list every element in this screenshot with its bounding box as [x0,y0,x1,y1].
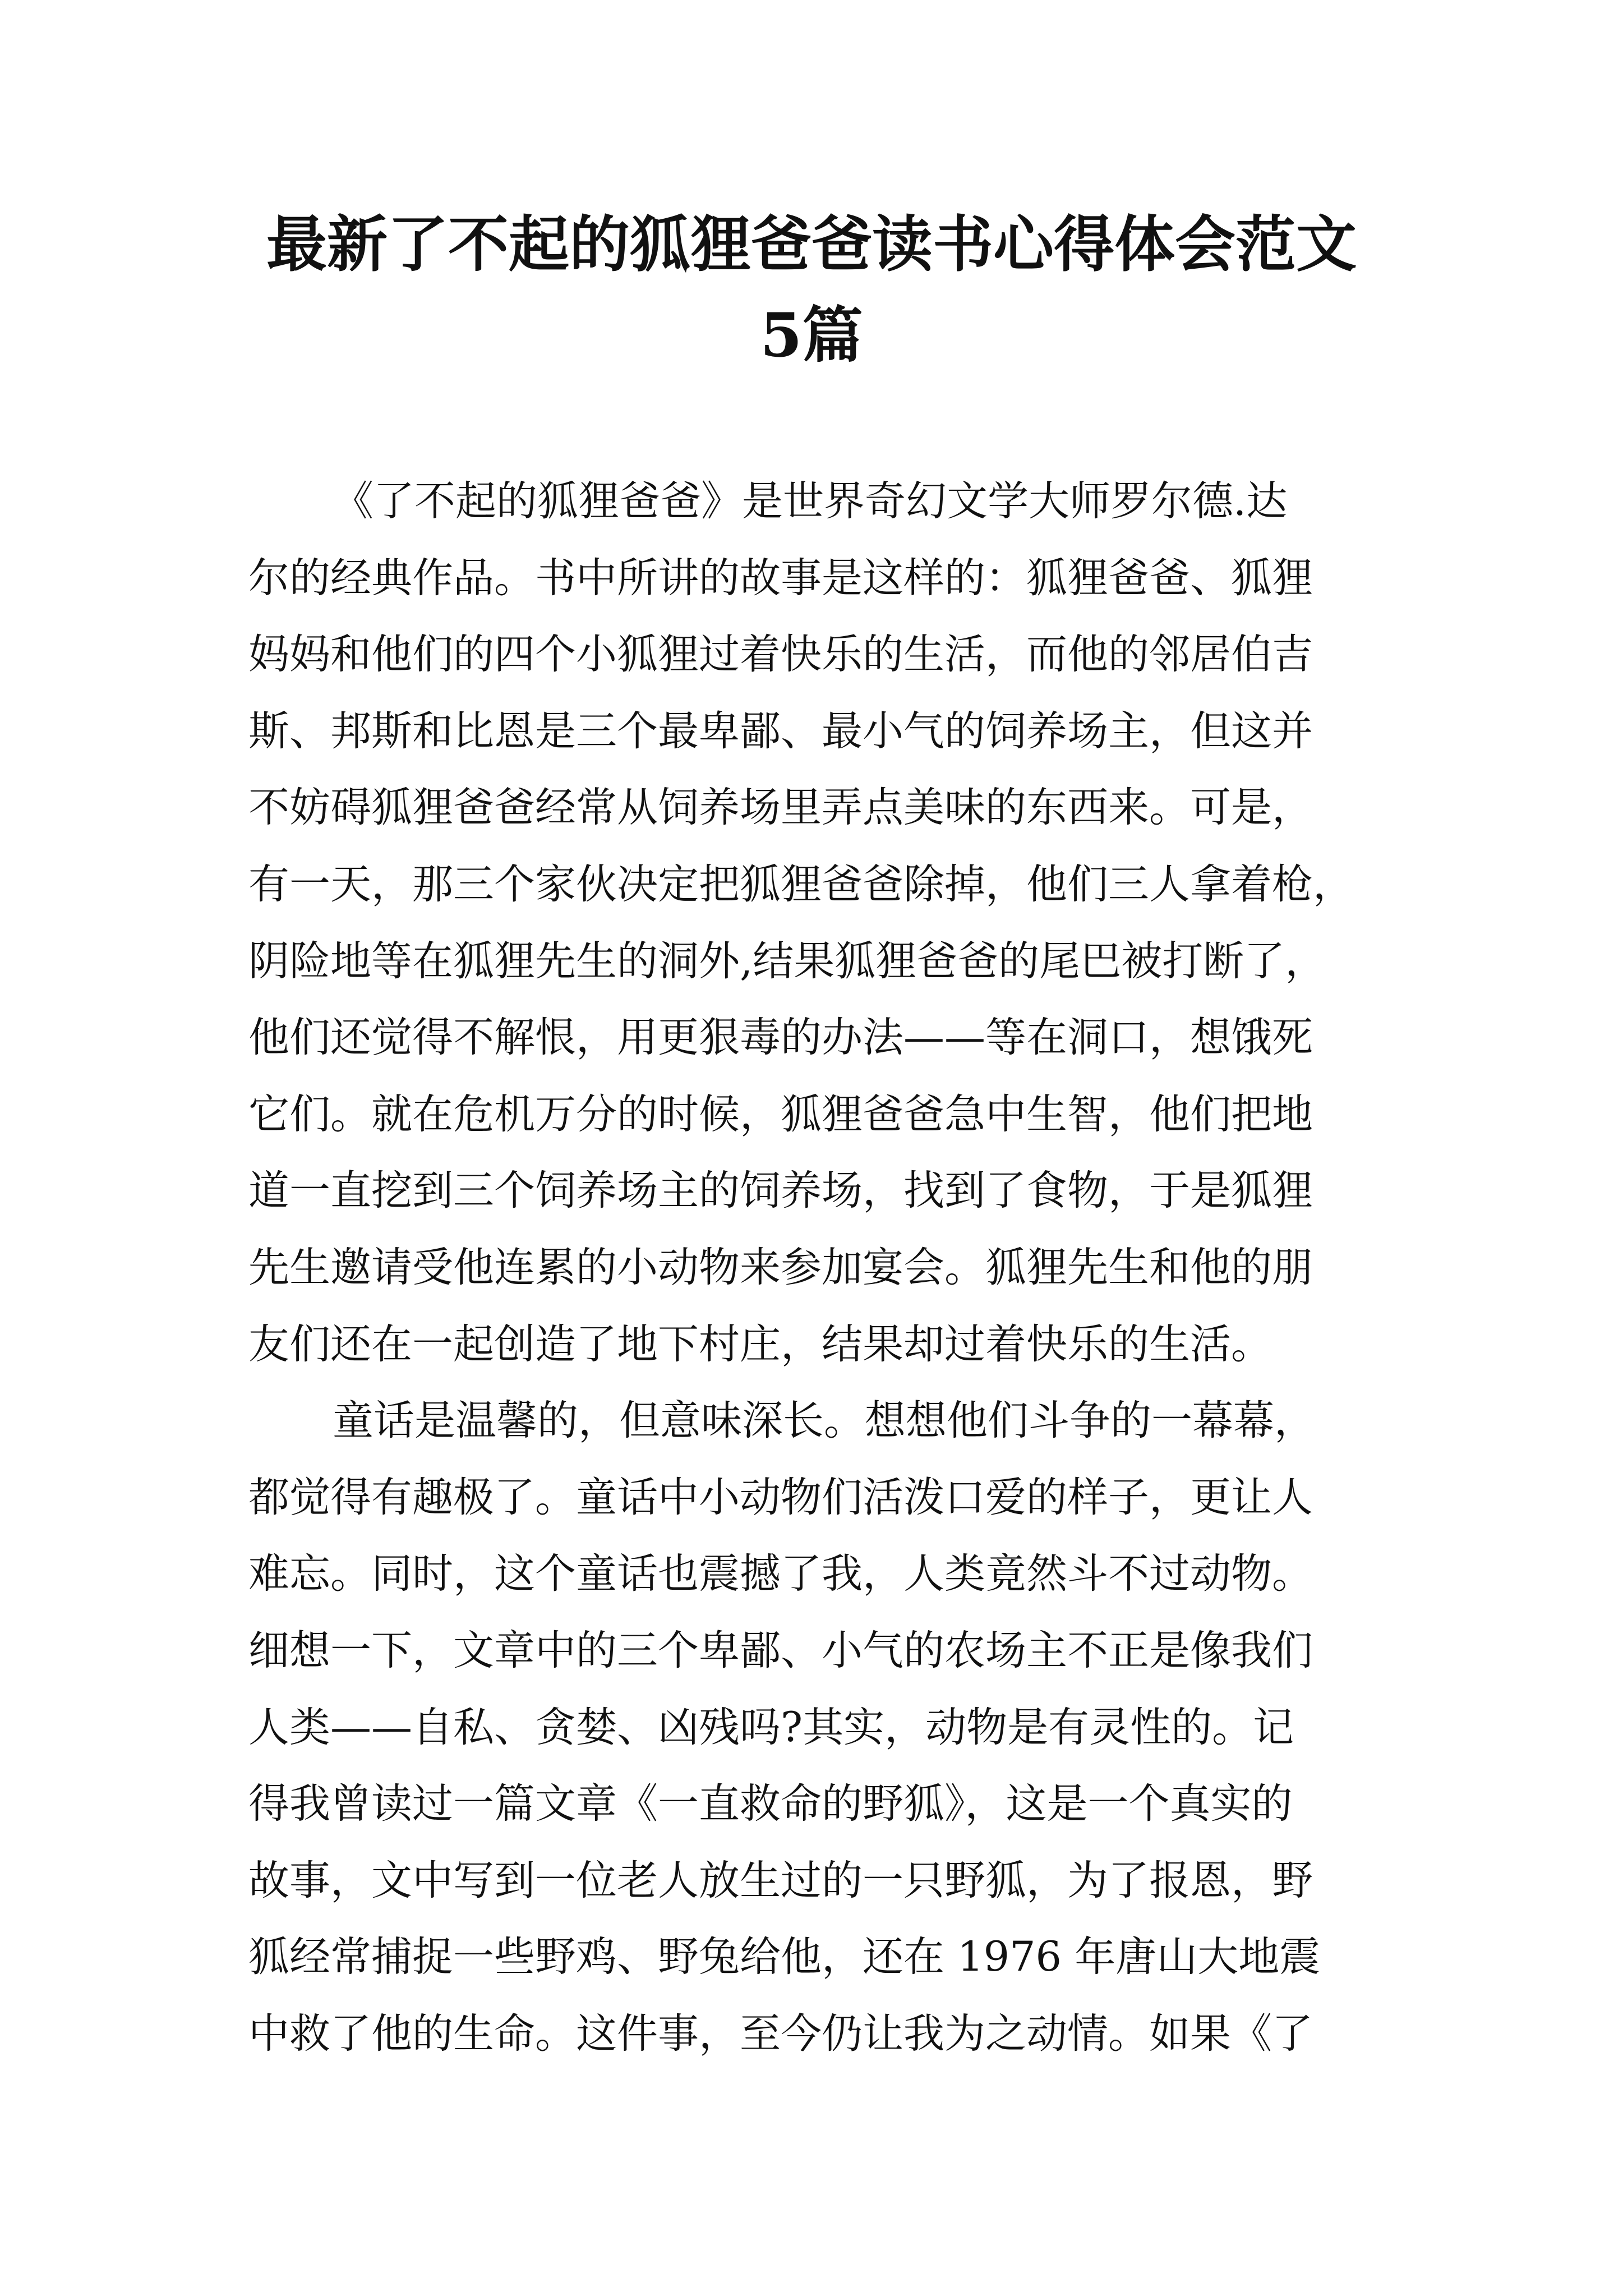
title-line-2: 5篇 [760,300,863,371]
paragraph-line: 中救了他的生命。这件事，至今仍让我为之动情。如果《了 [248,2009,1313,2058]
paragraph-line: 童话是温馨的，但意味深长。想想他们斗争的一幕幕， [333,1397,1315,1445]
paragraph-line: 妈妈和他们的四个小狐狸过着快乐的生活，而他的邻居伯吉 [248,631,1313,679]
paragraph-line: 难忘。同时，这个童话也震撼了我，人类竟然斗不过动物。 [248,1550,1313,1598]
paragraph-line: 得我曾读过一篇文章《一直救命的野狐》，这是一个真实的 [248,1780,1293,1828]
paragraph-line: 尔的经典作品。书中所讲的故事是这样的：狐狸爸爸、狐狸 [248,554,1313,602]
paragraph-line: 先生邀请受他连累的小动物来参加宴会。狐狸先生和他的朋 [248,1243,1313,1291]
paragraph-2 [248,1383,1376,2072]
title-line-1: 最新了不起的狐狸爸爸读书心得体会范文 [266,209,1357,280]
paragraph-line: 细想一下，文章中的三个卑鄙、小气的农场主不正是像我们 [248,1626,1313,1674]
paragraph-line: 不妨碍狐狸爸爸经常从饲养场里弄点美味的东西来。可是， [248,784,1313,832]
paragraph-line: 故事，文中写到一位老人放生过的一只野狐，为了报恩，野 [248,1856,1313,1904]
paragraph-line: 狐经常捕捉一些野鸡、野兔给他，还在 1976 年唐山大地震 [248,1933,1321,1981]
paragraph-line: 友们还在一起创造了地下村庄，结果却过着快乐的生活。 [248,1320,1272,1368]
paragraph-1 [248,463,1376,1383]
document-title [202,199,1421,381]
paragraph-line: 道一直挖到三个饲养场主的饲养场，找到了食物，于是狐狸 [248,1167,1313,1215]
paragraph-line: 阴险地等在狐狸先生的洞外,结果狐狸爸爸的尾巴被打断了， [248,937,1326,985]
paragraph-line: 有一天，那三个家伙决定把狐狸爸爸除掉，他们三人拿着枪， [248,860,1354,908]
paragraph-line: 《了不起的狐狸爸爸》是世界奇幻文学大师罗尔德.达 [333,477,1288,525]
paragraph-line: 人类——自私、贪婪、凶残吗?其实，动物是有灵性的。记 [248,1703,1294,1751]
paragraph-line: 他们还觉得不解恨，用更狠毒的办法——等在洞口，想饿死 [248,1014,1313,1062]
paragraph-line: 它们。就在危机万分的时候，狐狸爸爸急中生智，他们把地 [248,1090,1313,1138]
paragraph-line: 斯、邦斯和比恩是三个最卑鄙、最小气的饲养场主，但这并 [248,707,1313,755]
document-body [248,463,1376,2072]
paragraph-line: 都觉得有趣极了。童话中小动物们活泼口爱的样子，更让人 [248,1473,1313,1521]
